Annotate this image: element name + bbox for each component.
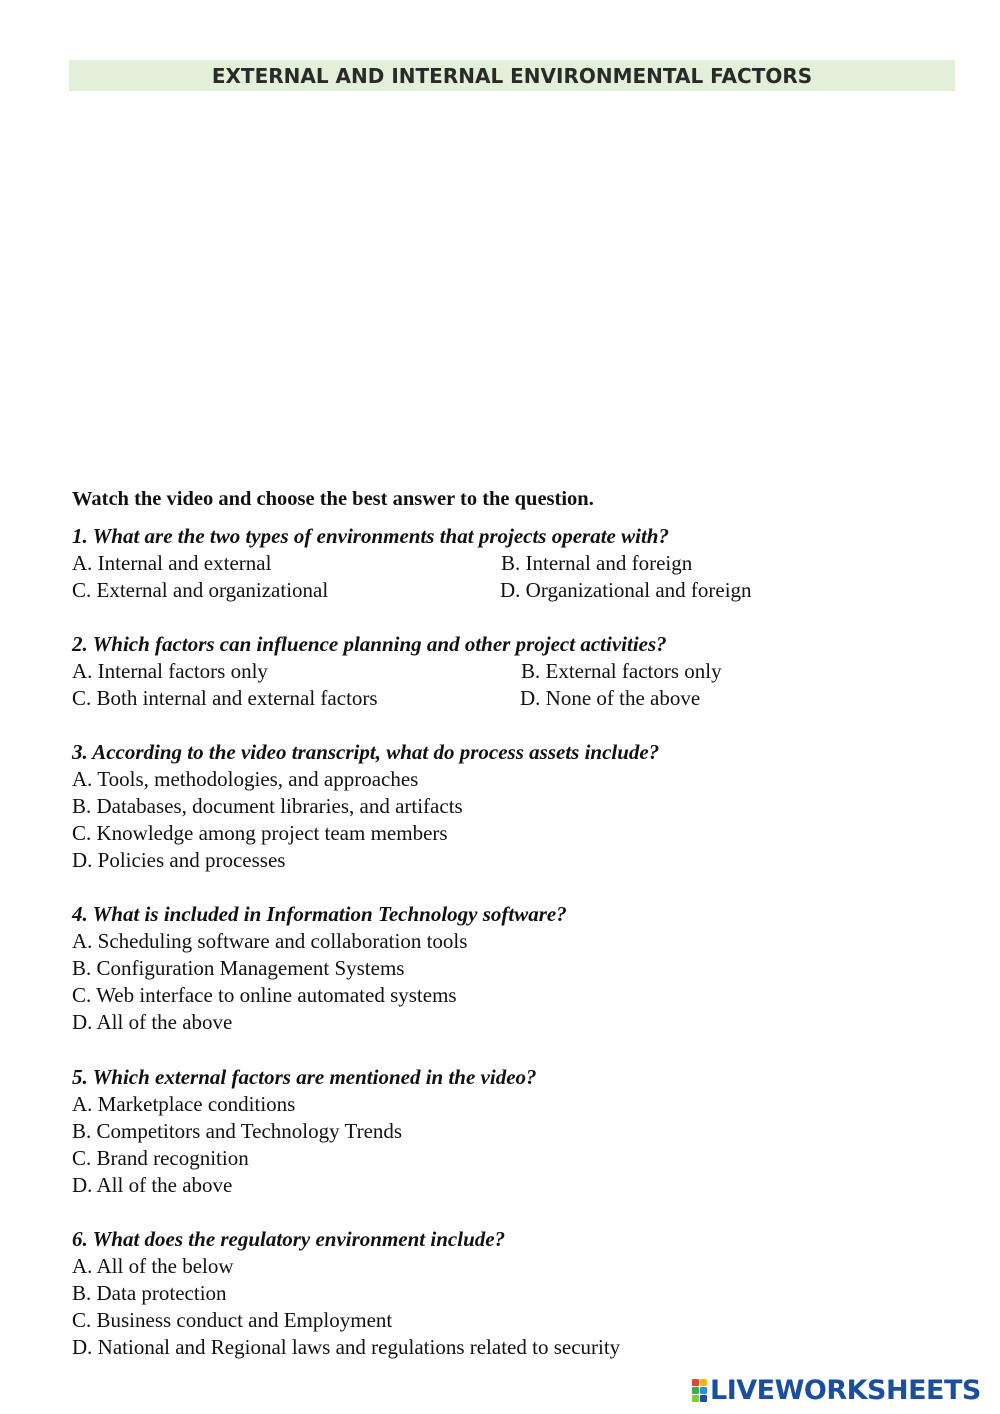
answer-option[interactable]: B. External factors only [521, 659, 722, 683]
instruction-text: Watch the video and choose the best answer to the question. [72, 488, 594, 510]
answer-option[interactable]: B. Internal and foreign [501, 551, 693, 575]
worksheet-title: EXTERNAL AND INTERNAL ENVIRONMENTAL FACTORS [69, 60, 955, 91]
question-6 [72, 1226, 932, 1361]
answer-option[interactable]: B. Configuration Management Systems [72, 956, 405, 980]
question-text: 5. Which external factors are mentioned in the video? [72, 1065, 537, 1089]
answer-option[interactable]: A. Scheduling software and collaboration tools [72, 929, 468, 953]
question-1 [72, 523, 932, 604]
logo-block [700, 1387, 707, 1394]
answer-option[interactable]: D. Organizational and foreign [500, 578, 752, 602]
liveworksheets-logo[interactable] [692, 1374, 981, 1406]
question-5 [72, 1064, 932, 1199]
question-text: 3. According to the video transcript, what do process assets include? [72, 740, 660, 764]
answer-option[interactable]: C. Brand recognition [72, 1146, 249, 1170]
question-text: 2. Which factors can influence planning and other project activities? [72, 632, 667, 656]
question-4 [72, 901, 932, 1036]
answer-option[interactable]: C. Knowledge among project team members [72, 821, 448, 845]
answer-option[interactable]: C. Web interface to online automated systems [72, 983, 457, 1007]
answer-option[interactable]: A. Internal factors only [72, 659, 268, 683]
answer-option[interactable]: A. Tools, methodologies, and approaches [72, 767, 419, 791]
question-2 [72, 631, 932, 712]
answer-option[interactable]: B. Databases, document libraries, and artifacts [72, 794, 463, 818]
answer-option[interactable]: D. None of the above [520, 686, 701, 710]
question-text: 1. What are the two types of environments that projects operate with? [72, 524, 669, 548]
answer-option[interactable]: D. Policies and processes [72, 848, 286, 872]
question-text: 4. What is included in Information Technology software? [72, 902, 567, 926]
answer-option[interactable]: B. Data protection [72, 1281, 227, 1305]
logo-block [700, 1379, 707, 1386]
logo-blocks-icon [692, 1379, 707, 1402]
answer-option[interactable]: D. All of the above [72, 1010, 233, 1034]
answer-option[interactable]: D. National and Regional laws and regulations related to security [72, 1335, 621, 1359]
answer-option[interactable]: C. Both internal and external factors [72, 686, 378, 710]
answer-option[interactable]: A. All of the below [72, 1254, 234, 1278]
logo-block [692, 1395, 699, 1402]
logo-block [700, 1395, 707, 1402]
logo-text: LIVEWORKSHEETS [710, 1374, 981, 1406]
video-placeholder[interactable] [69, 100, 955, 470]
question-3 [72, 739, 932, 874]
answer-option[interactable]: C. External and organizational [72, 578, 329, 602]
answer-option[interactable]: B. Competitors and Technology Trends [72, 1119, 403, 1143]
logo-block [692, 1379, 699, 1386]
answer-option[interactable]: D. All of the above [72, 1173, 233, 1197]
answer-option[interactable]: A. Marketplace conditions [72, 1092, 296, 1116]
answer-option[interactable]: A. Internal and external [72, 551, 272, 575]
answer-option[interactable]: C. Business conduct and Employment [72, 1308, 393, 1332]
question-text: 6. What does the regulatory environment include? [72, 1227, 506, 1251]
logo-block [692, 1387, 699, 1394]
